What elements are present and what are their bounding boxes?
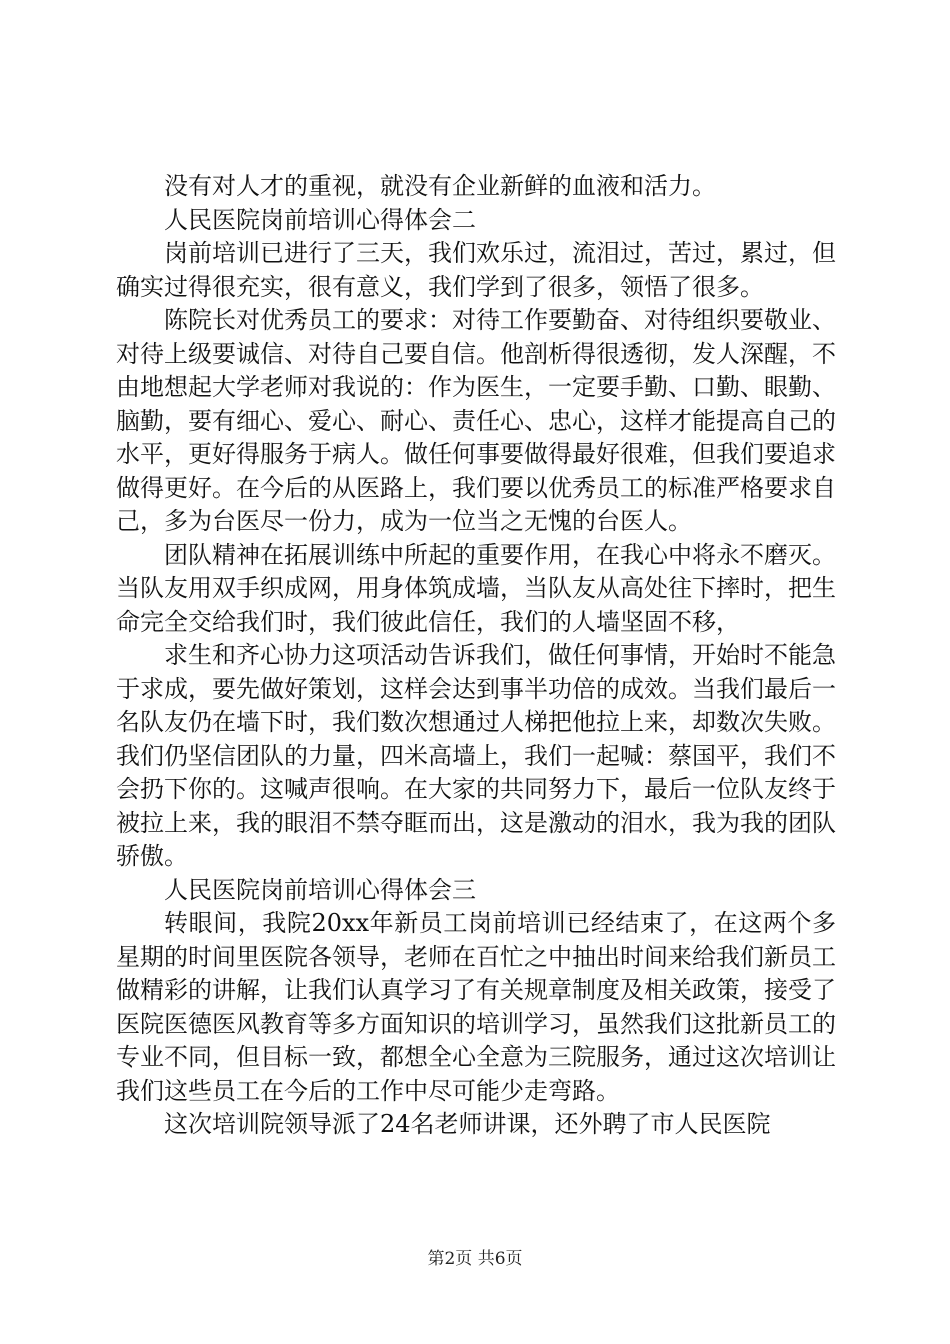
paragraph: 转眼间，我院20xx年新员工岗前培训已经结束了，在这两个多星期的时间里医院各领导，老师在百忙之中抽出时间来给我们新员工做精彩的讲解，让我们认真学习了有关规章制度及相关政策，接受了医院医德医风教育等多方面知识的培训学习，虽然我们这批新员工的专业不同，但目标一致，都想全心全意为三院服务，通过这次培训让我们这些员工在今后的工作中尽可能少走弯路。 (116, 909, 836, 1105)
section-heading: 人民医院岗前培训心得体会三 (164, 875, 476, 904)
paragraph: 求生和齐心协力这项活动告诉我们，做任何事情，开始时不能急于求成，要先做好策划，这样会达到事半功倍的成效。当我们最后一名队友仍在墙下时，我们数次想通过人梯把他拉上来，却数次失败。我们仍坚信团队的力量，四米高墙上，我们一起喊：蔡国平，我们不会扔下你的。这喊声很响。在大家的共同努力下，最后一位队友终于被拉上来，我的眼泪不禁夺眶而出，这是激动的泪水，我为我的团队骄傲。 (116, 641, 836, 870)
paragraph: 团队精神在拓展训练中所起的重要作用，在我心中将永不磨灭。当队友用双手织成网，用身体筑成墙，当队友从高处往下摔时，把生命完全交给我们时，我们彼此信任，我们的人墙坚固不移， (116, 540, 836, 636)
document-body (116, 170, 836, 1142)
paragraph: 岗前培训已进行了三天，我们欢乐过，流泪过，苦过，累过，但确实过得很充实，很有意义，我们学到了很多，领悟了很多。 (116, 239, 836, 301)
paragraph: 陈院长对优秀员工的要求：对待工作要勤奋、对待组织要敬业、对待上级要诚信、对待自己要自信。他剖析得很透彻，发人深醒，不由地想起大学老师对我说的：作为医生，一定要手勤、口勤、眼勤、脑勤，要有细心、爱心、耐心、责任心、忠心，这样才能提高自己的水平，更好得服务于病人。做任何事要做得最好很难，但我们要追求做得更好。在今后的从医路上，我们要以优秀员工的标准严格要求自己，多为台医尽一份力，成为一位当之无愧的台医人。 (116, 306, 836, 535)
paragraph: 这次培训院领导派了24名老师讲课，还外聘了市人民医院 (164, 1110, 771, 1138)
paragraph: 没有对人才的重视，就没有企业新鲜的血液和活力。 (164, 172, 716, 200)
section-heading: 人民医院岗前培训心得体会二 (164, 205, 476, 234)
page-number-footer: 第2页 共6页 (427, 1249, 523, 1269)
